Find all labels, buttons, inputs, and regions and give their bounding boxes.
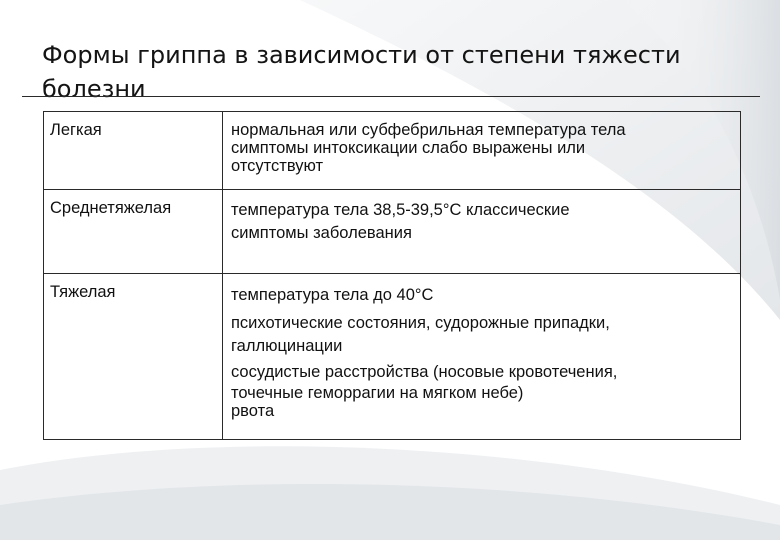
symptom-line: симптомы интоксикации слабо выражены или — [231, 139, 586, 157]
title-divider — [22, 96, 760, 97]
severity-form-label: Тяжелая — [50, 283, 116, 301]
severity-form-cell — [44, 190, 223, 274]
symptom-line: галлюцинации — [231, 337, 343, 355]
symptom-line: температура тела 38,5-39,5°С классические — [231, 201, 570, 219]
symptoms-cell — [223, 274, 741, 440]
severity-form-label: Легкая — [50, 121, 102, 139]
flu-severity-table — [43, 111, 741, 440]
symptom-line: рвота — [231, 402, 275, 420]
symptoms-cell — [223, 112, 741, 190]
table-row — [44, 274, 741, 440]
table-row — [44, 190, 741, 274]
slide-title: Формы гриппа в зависимости от степени тяжести болезни — [42, 41, 681, 103]
symptoms-cell — [223, 190, 741, 274]
symptom-line: температура тела до 40°С — [231, 286, 434, 304]
symptom-line: симптомы заболевания — [231, 224, 412, 242]
symptom-line: отсутствуют — [231, 157, 324, 175]
severity-form-cell — [44, 274, 223, 440]
severity-form-label: Среднетяжелая — [50, 199, 172, 217]
symptom-line: точечные геморрагии на мягком небе) — [231, 384, 524, 402]
table-row — [44, 112, 741, 190]
symptom-line: психотические состояния, судорожные припадки, — [231, 314, 610, 332]
symptom-line: нормальная или субфебрильная температура тела — [231, 121, 626, 139]
symptom-line: сосудистые расстройства (носовые кровотечения, — [231, 363, 618, 381]
severity-form-cell — [44, 112, 223, 190]
